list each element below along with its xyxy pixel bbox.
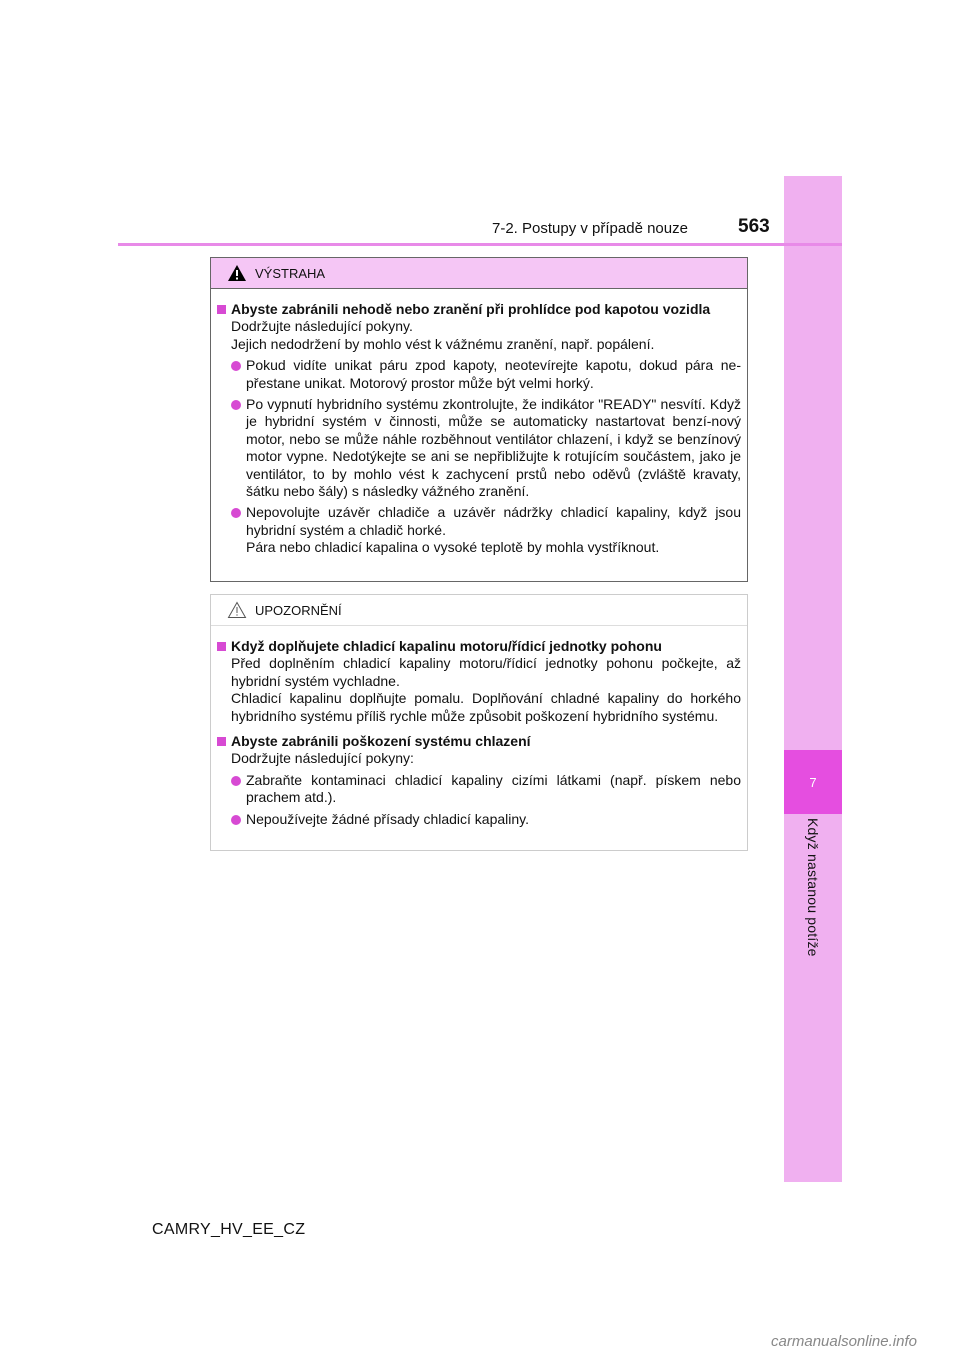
list-item-text: Nepovolujte uzávěr chladiče a uzávěr nádržky chladicí kapaliny, když jsou hybridní systém a chladič horké. (246, 504, 741, 538)
round-bullet-icon (231, 508, 241, 518)
chapter-number: 7 (784, 750, 842, 814)
round-bullet-icon (231, 776, 241, 786)
caution-heading-1 (217, 638, 741, 655)
page-number: 563 (738, 216, 770, 237)
warning-body (211, 289, 747, 557)
warning-heading-text: Abyste zabránili nehodě nebo zranění při prohlídce pod kapotou vozidla (231, 301, 711, 317)
model-code: CAMRY_HV_EE_CZ (152, 1221, 306, 1238)
round-bullet-icon (231, 815, 241, 825)
warning-heading (217, 301, 741, 318)
list-item (217, 504, 741, 556)
chapter-title-text: Když nastanou potíže (805, 818, 821, 957)
warning-box (210, 257, 748, 582)
chapter-title-vertical (784, 818, 842, 1138)
list-item-text: Zabraňte kontaminaci chladicí kapaliny cizími látkami (např. pískem nebo prachem atd.). (246, 771, 741, 806)
square-bullet-icon (217, 737, 226, 746)
chapter-side-tab (784, 176, 842, 1182)
square-bullet-icon (217, 642, 226, 651)
caution-triangle-icon (227, 601, 247, 619)
warning-intro-2: Jejich nedodržení by mohlo vést k vážnému zranění, např. popálení. (231, 335, 655, 352)
caution-body (211, 626, 747, 828)
list-item-text-continued: Pára nebo chladicí kapalina o vysoké teplotě by mohla vystříknout. (246, 539, 660, 556)
section-title: 7-2. Postupy v případě nouze (492, 220, 688, 237)
caution-heading-2 (217, 733, 741, 750)
list-item (217, 772, 741, 807)
list-item (217, 357, 741, 392)
header-divider (118, 243, 842, 246)
round-bullet-icon (231, 400, 241, 410)
caution-text-2: Dodržujte následující pokyny: (231, 750, 414, 767)
list-item-text-group (246, 504, 741, 556)
warning-intro-1: Dodržujte následující pokyny. (231, 318, 413, 335)
caution-heading-1-text: Když doplňujete chladicí kapalinu motoru/řídicí jednotky pohonu (231, 638, 662, 654)
list-item-text: Po vypnutí hybridního systému zkontrolujte, že indikátor "READY" nesvítí. Když je hybridní systém v činnosti, může se automaticky nastartovat benzí-nový motor, nebo se může náhle rozběhnout ventilátor chlazení, i když se benzínový motor vypne. Nedotýkejte se ani se nepřibližujte k rotujícím součástem, jako je ventilátor, to by mohlo vést k zachycení prstů nebo oděvů (zvláště kravaty, šátku nebo šály) s následky vážného zranění. (246, 396, 741, 500)
caution-box (210, 594, 748, 851)
list-item-text: Nepoužívejte žádné přísady chladicí kapaliny. (246, 810, 530, 827)
list-item (217, 811, 741, 828)
caution-label: UPOZORNĚNÍ (255, 602, 342, 618)
warning-triangle-icon (227, 264, 247, 282)
watermark: carmanualsonline.info (728, 1324, 960, 1358)
round-bullet-icon (231, 361, 241, 371)
caution-text-1a: Před doplněním chladicí kapaliny motoru/řídicí jednotky pohonu počkejte, až hybridní systém vychladne. (231, 655, 741, 689)
list-item (217, 396, 741, 500)
warning-label: VÝSTRAHA (255, 265, 326, 281)
caution-heading-2-text: Abyste zabránili poškození systému chlazení (231, 733, 531, 750)
caution-header (211, 595, 747, 626)
square-bullet-icon (217, 305, 226, 314)
caution-text-1b: Chladicí kapalinu doplňujte pomalu. Doplňování chladné kapaliny do horkého hybridního systému příliš rychle může způsobit poškození hybridního systému. (231, 690, 741, 724)
list-item-text: Pokud vidíte unikat páru zpod kapoty, neotevírejte kapotu, dokud pára ne-přestane unikat. Motorový prostor může být velmi horký. (246, 357, 741, 391)
warning-header (211, 258, 747, 289)
